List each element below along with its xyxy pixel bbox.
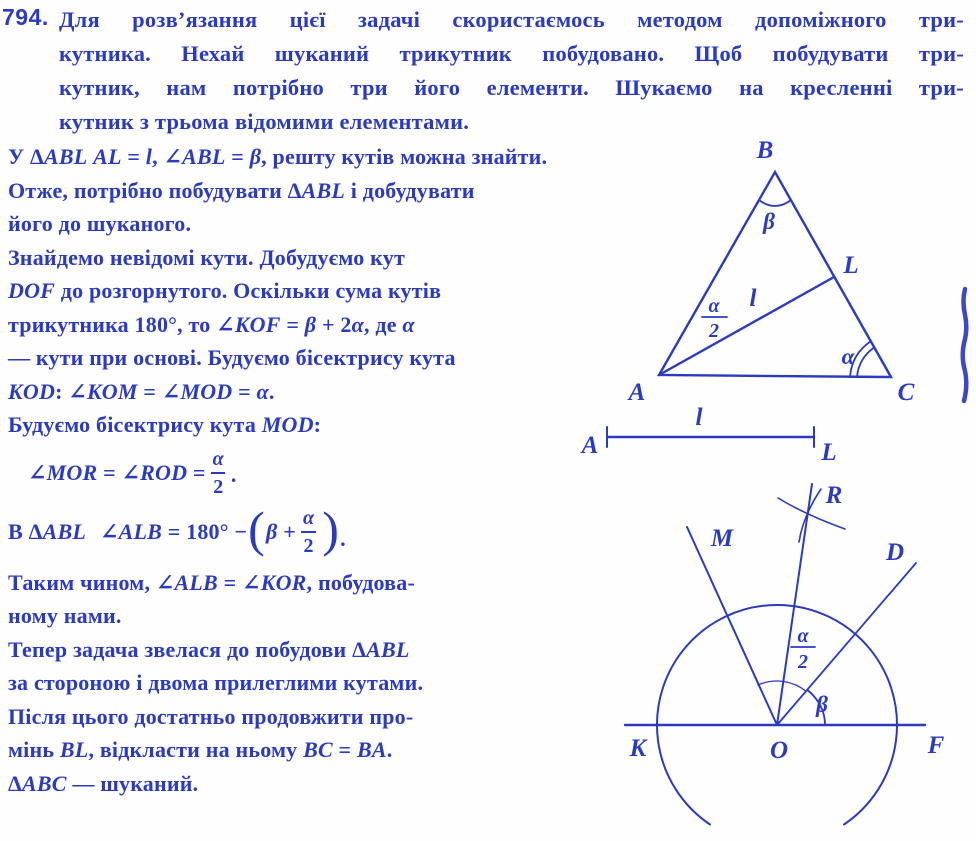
problem-number: 794. [2, 4, 49, 30]
point-label-L: L [843, 252, 859, 279]
angle-arc-ROD [784, 682, 807, 692]
formula-lhs: ∠MOR = ∠ROD = [28, 459, 206, 485]
point-label-D: D [885, 539, 905, 566]
segment-label-A: A [581, 432, 599, 459]
angle-arc-MOR [758, 681, 784, 685]
cevian-AL [659, 277, 834, 375]
angle-label-beta: β [763, 209, 775, 234]
solution-line: трикутника 180°, то ∠KOF = β + 2α, де α [8, 311, 415, 337]
angle-label-beta: β [816, 692, 828, 717]
half-angle-denominator: 2 [798, 651, 808, 673]
solution-line: Знайдемо невідомі кути. Добудуємо кут [8, 244, 405, 270]
solution-line: за стороною і двома прилеглими кутами. [8, 670, 424, 695]
formula-mid: ∠ALB = 180° − [99, 518, 248, 544]
vertex-label-C: C [897, 379, 915, 406]
angle-label-alpha: α [841, 344, 855, 369]
close-paren: ) [322, 501, 340, 557]
solution-line: Тепер задача звелася до побудови ΔABL [8, 636, 410, 662]
page-edge-artifact [963, 289, 967, 401]
solution-line: — кути при основі. Будуємо бісектрису кута [8, 345, 456, 370]
intro-line-2: кутника. Нехай шуканий трикутник побудовано. Щоб побудувати три- [59, 41, 964, 66]
segment-label-L: L [821, 439, 837, 466]
segment-label-l: l [695, 404, 703, 431]
solution-line: Отже, потрібно побудувати ΔABL і добудувати [8, 177, 475, 203]
side-label-l: l [749, 285, 757, 312]
solution-line: ному нами. [8, 603, 122, 628]
solution-line: мінь BL, відкласти на ньому BC = BA. [8, 737, 393, 762]
intro-line-3: кутник, нам потрібно три його елементи. Шукаємо на кресленні три- [59, 75, 964, 100]
ray-OM [687, 527, 777, 725]
solution-line: ΔABC — шуканий. [8, 770, 199, 796]
half-angle-numerator: α [797, 625, 809, 647]
formula-period: . [340, 525, 346, 551]
formula-pre: В ΔABL [8, 518, 86, 544]
vertex-label-A: A [628, 379, 646, 406]
point-label-O: O [769, 737, 789, 764]
fraction-alpha-over-2: $\frac{\alpha}{2}$ [212, 447, 224, 498]
formula-period: . [230, 461, 237, 487]
intro-line-1: Для розв’язання цієї задачі скористаємось методом допоміжного три- [59, 7, 964, 32]
point-label-M: M [710, 525, 734, 552]
intro-line-4: кутник з трьома відомими елементами. [59, 109, 470, 134]
triangle-figure [627, 137, 915, 406]
solution-line: DOF до розгорнутого. Оскільки сума кутів [8, 278, 442, 303]
solution-line: Таким чином, ∠ALB = ∠KOR, побудова- [8, 569, 415, 595]
solution-line: Будуємо бісектрису кута MOD: [8, 412, 322, 437]
open-paren: ( [248, 501, 266, 557]
solution-line: У ΔABL AL = l, ∠ABL = β, решту кутів можна знайти. [8, 144, 548, 169]
point-label-K: K [629, 735, 647, 762]
solution-line: його до шуканого. [8, 211, 192, 236]
angle-arc-B [759, 200, 791, 206]
solution-line: Після цього достатньо продовжити про- [8, 703, 414, 729]
construction-circle [657, 605, 897, 825]
segment-figure [580, 404, 837, 466]
vertex-label-B: B [756, 137, 774, 164]
fraction-alpha-over-2: $\frac{\alpha}{2}$ [302, 506, 315, 557]
bisector-construction-figure [625, 482, 945, 825]
point-label-F: F [927, 732, 945, 759]
solution-line: KOD: ∠KOM = ∠MOD = α. [8, 378, 275, 404]
half-angle-numerator: α [708, 295, 720, 317]
half-angle-denominator: 2 [709, 320, 719, 342]
point-label-R: R [825, 482, 843, 509]
formula-inner: β + [266, 518, 296, 544]
